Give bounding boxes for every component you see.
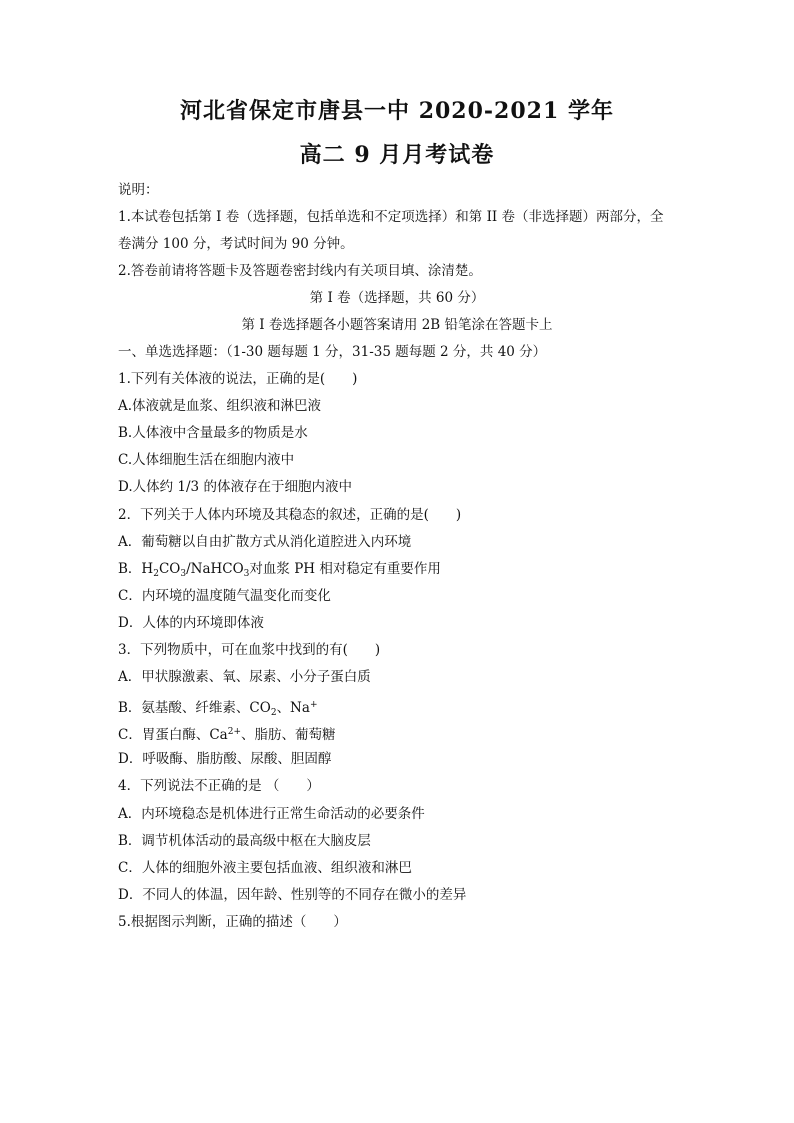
q2-option-a: A．葡萄糖以自由扩散方式从消化道腔进入内环境 [118, 534, 412, 550]
volume-title: 第 I 卷（选择题，共 60 分） [309, 290, 485, 306]
q2-b-mid1: CO [158, 561, 181, 577]
q3-c-sup: 2+ [227, 727, 241, 737]
notes-item2: 2.答卷前请将答题卡及答题卷密封线内有关项目填、涂清楚。 [118, 263, 482, 279]
q3-option-b [118, 696, 317, 722]
q1-option-b: B.人体液中含量最多的物质是水 [118, 425, 308, 441]
q3-stem: 3．下列物质中，可在血浆中找到的有( ) [118, 642, 381, 658]
q2-b-sub3: 3 [243, 569, 250, 579]
q3-option-d: D．呼吸酶、脂肪酸、尿酸、胆固醇 [118, 751, 332, 767]
q1-option-d: D.人体约 1/3 的体液存在于细胞内液中 [118, 479, 352, 495]
q3-b-sup: + [309, 700, 318, 710]
q4-stem: 4．下列说法不正确的是 （ ） [118, 778, 320, 794]
notes-item1-line2: 卷满分 100 分，考试时间为 90 分钟。 [118, 236, 354, 252]
exam-title-line2: 高二 9 月月考试卷 [299, 142, 495, 168]
q1-stem: 1.下列有关体液的说法，正确的是( ) [118, 371, 358, 387]
q2-option-d: D．人体的内环境即体液 [118, 615, 264, 631]
q4-option-a: A．内环境稳态是机体进行正常生命活动的必要条件 [118, 806, 425, 822]
q3-b-prefix: B．氨基酸、纤维素、CO [118, 700, 271, 716]
q4-option-c: C．人体的细胞外液主要包括血液、组织液和淋巴 [118, 860, 412, 876]
notes-heading: 说明： [118, 182, 159, 198]
q2-option-c: C．内环境的温度随气温变化而变化 [118, 588, 331, 604]
q3-c-prefix: C．胃蛋白酶、Ca [118, 727, 228, 743]
q2-b-prefix: B．H [118, 561, 154, 577]
q3-option-c [118, 723, 336, 744]
volume-instruction: 第 I 卷选择题各小题答案请用 2B 铅笔涂在答题卡上 [241, 317, 553, 333]
section1-heading: 一、单选选择题：（1-30 题每题 1 分，31-35 题每题 2 分，共 40 分） [118, 344, 547, 360]
q1-option-a: A.体液就是血浆、组织液和淋巴液 [118, 398, 322, 414]
exam-title-line1: 河北省保定市唐县一中 2020-2021 学年 [180, 98, 614, 124]
q2-option-b [118, 560, 441, 583]
q2-b-sub1: 2 [153, 569, 159, 579]
q3-c-suffix: 、脂肪、葡萄糖 [241, 727, 336, 743]
q2-b-suffix: 对血浆 PH 相对稳定有重要作用 [249, 561, 441, 577]
q3-b-mid: 、Na [276, 700, 310, 716]
q2-b-sub2: 3 [180, 569, 187, 579]
q2-stem: 2．下列关于人体内环境及其稳态的叙述，正确的是( ) [118, 507, 462, 523]
q3-b-sub: 2 [270, 708, 277, 718]
q3-option-a: A．甲状腺激素、氧、尿素、小分子蛋白质 [118, 669, 371, 685]
q2-b-mid2: /NaHCO [186, 561, 244, 577]
q1-option-c: C.人体细胞生活在细胞内液中 [118, 452, 295, 468]
q5-stem: 5.根据图示判断，正确的描述（ ） [118, 914, 347, 930]
q4-option-b: B．调节机体活动的最高级中枢在大脑皮层 [118, 833, 371, 849]
notes-item1-line1: 1.本试卷包括第 I 卷（选择题，包括单选和不定项选择）和第 II 卷（非选择题）两部分，全 [118, 209, 664, 225]
q4-option-d: D．不同人的体温，因年龄、性别等的不同存在微小的差异 [118, 887, 467, 903]
